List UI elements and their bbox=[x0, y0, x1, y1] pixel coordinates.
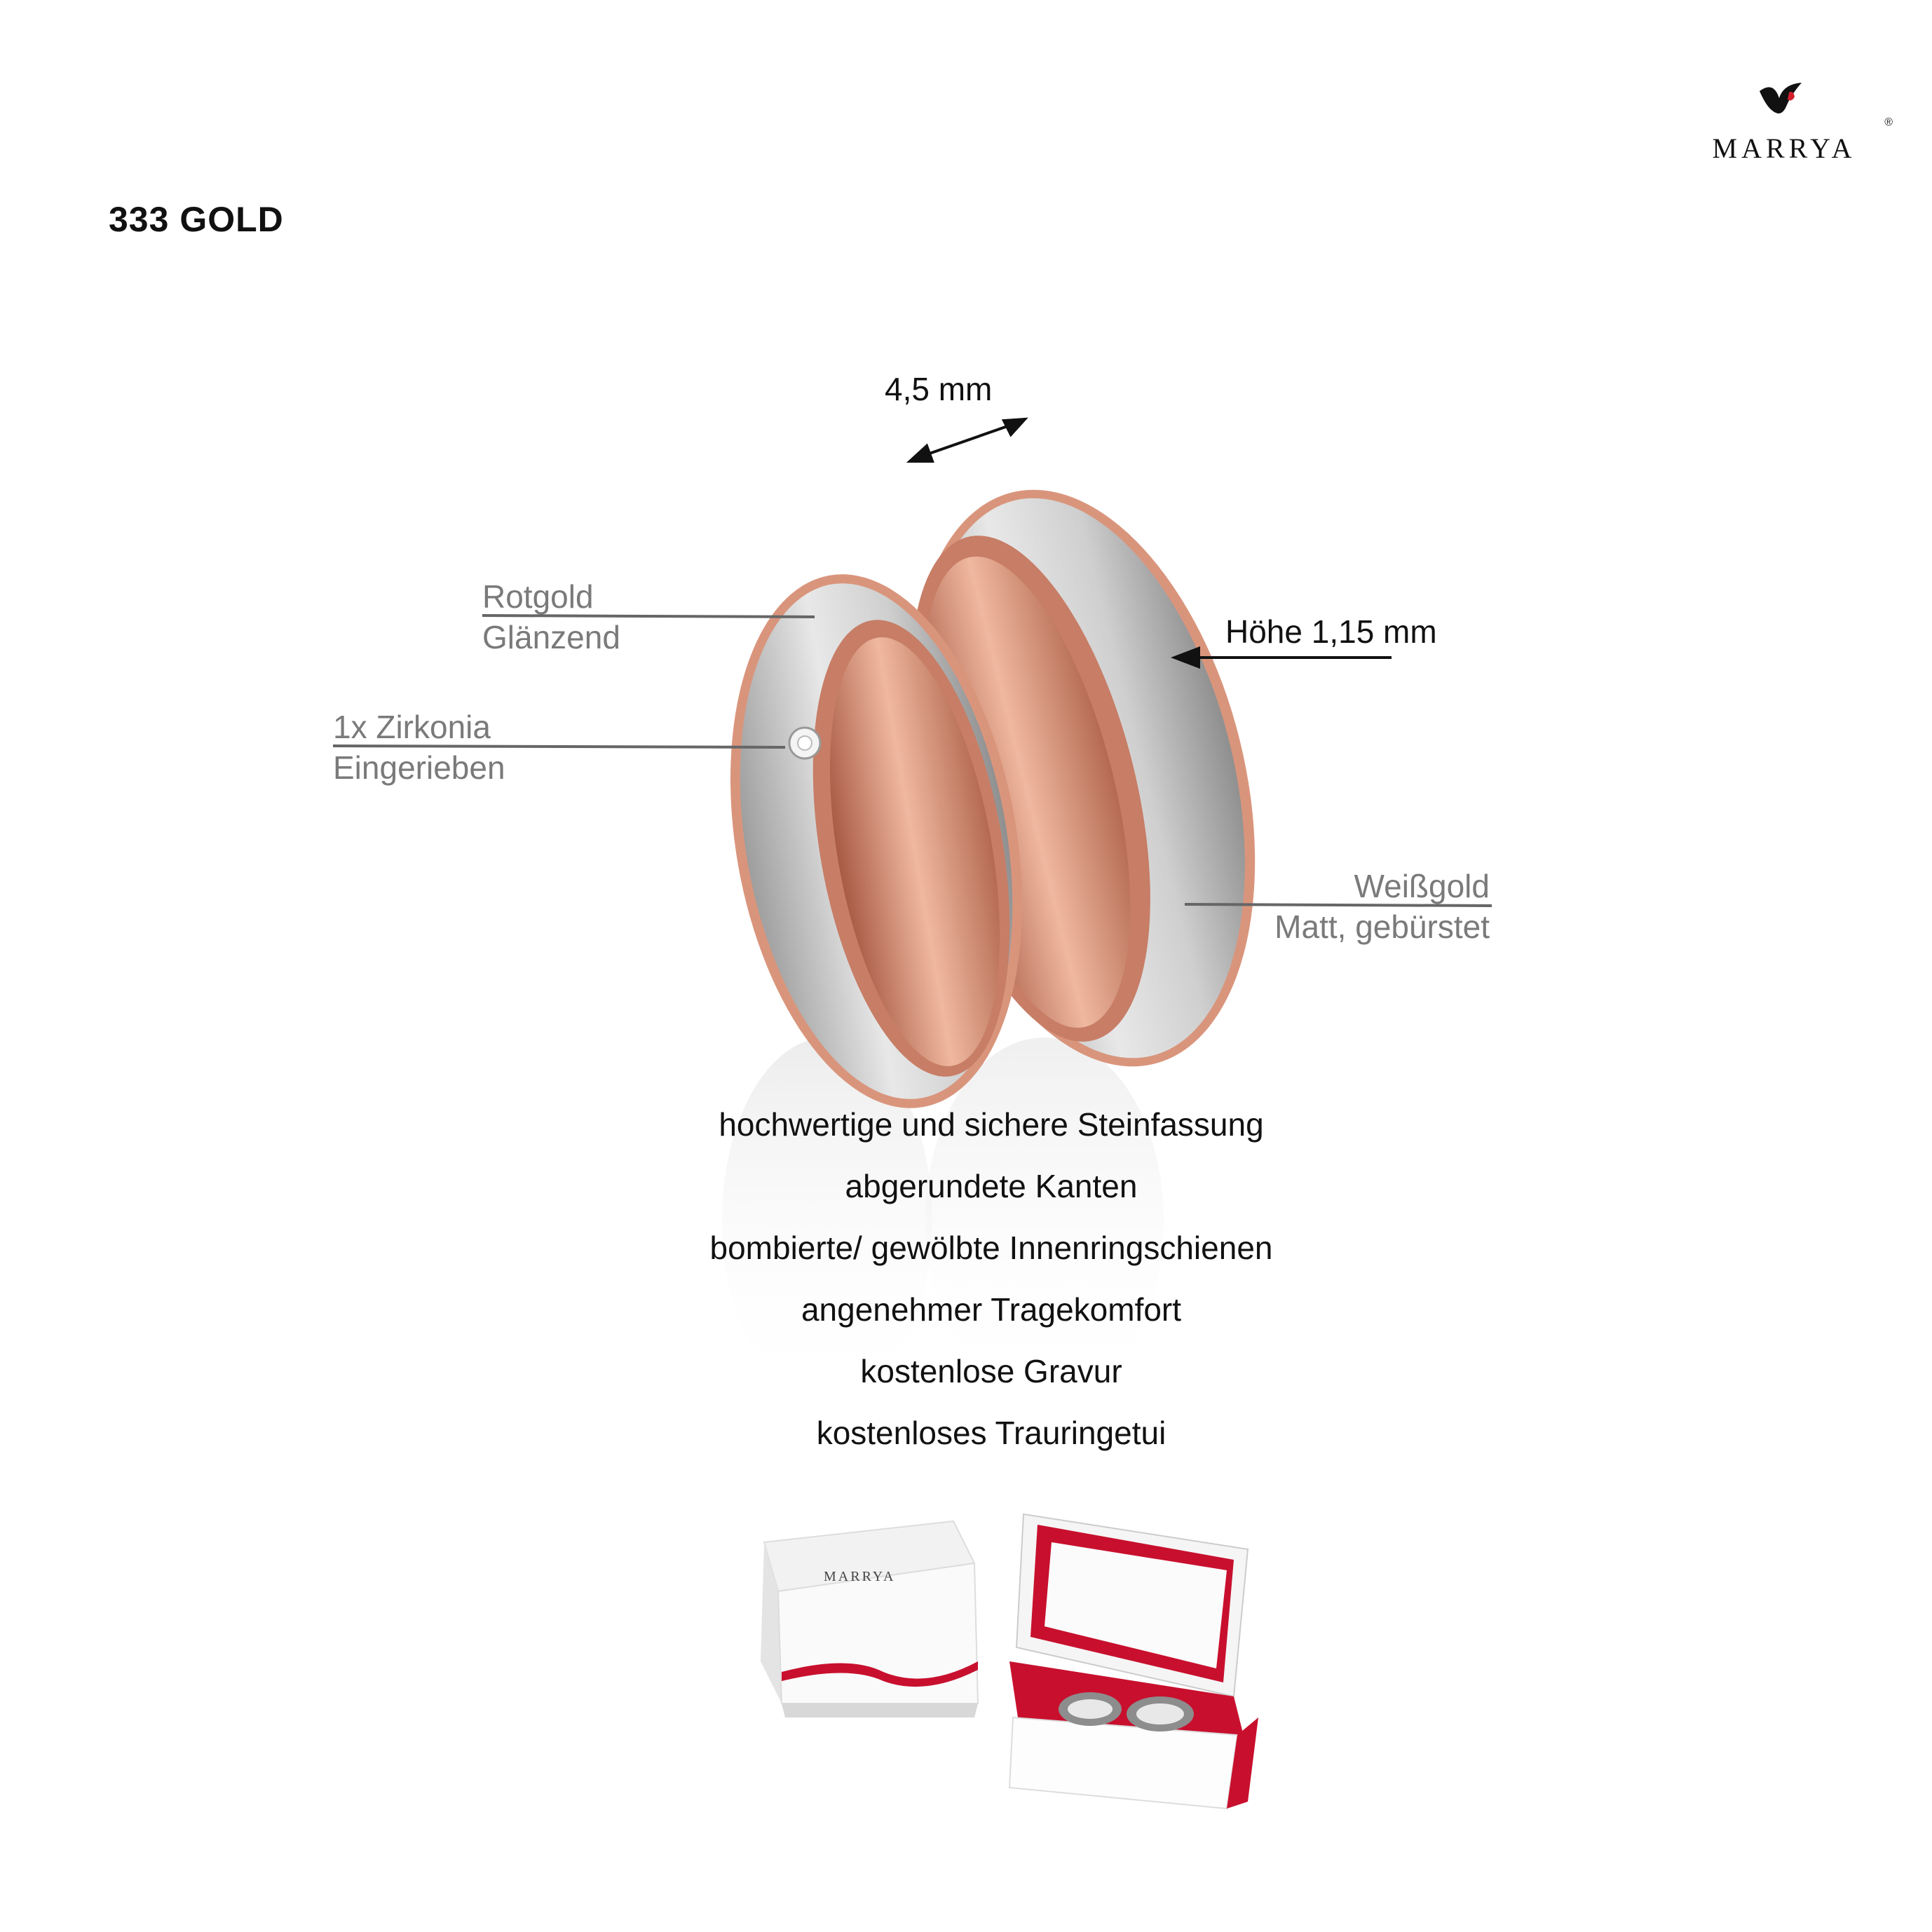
feature-item: hochwertige und sichere Steinfassung bbox=[719, 1106, 1264, 1143]
rotgold-finish: Glänzend bbox=[482, 619, 620, 655]
feature-item: angenehmer Tragekomfort bbox=[801, 1291, 1182, 1328]
width-label: 4,5 mm bbox=[885, 371, 993, 407]
weissgold-finish: Matt, gebürstet bbox=[1274, 909, 1490, 945]
ring-box-illustration bbox=[743, 1486, 1276, 1837]
height-label: Höhe 1,15 mm bbox=[1225, 613, 1437, 650]
feature-item: abgerundete Kanten bbox=[845, 1168, 1138, 1204]
zirkonia-label: 1x Zirkonia bbox=[333, 709, 491, 745]
feature-list bbox=[615, 1104, 1367, 1474]
feature-item: kostenlose Gravur bbox=[860, 1353, 1122, 1389]
width-arrow bbox=[910, 419, 1025, 461]
open-box bbox=[1009, 1514, 1258, 1809]
weissgold-label: Weißgold bbox=[1354, 868, 1490, 904]
brand-logo-text: MARRYA bbox=[1712, 132, 1856, 164]
rotgold-label: Rotgold bbox=[482, 578, 594, 615]
product-title: 333 GOLD bbox=[109, 200, 284, 239]
box-logo-text: MARRYA bbox=[824, 1569, 896, 1584]
feature-item: bombierte/ gewölbte Innenringschienen bbox=[709, 1230, 1273, 1266]
zirkonia-callout bbox=[333, 707, 505, 788]
feature-item: kostenloses Trauringetui bbox=[816, 1415, 1166, 1451]
rotgold-callout bbox=[482, 576, 620, 658]
closed-box bbox=[761, 1521, 978, 1717]
zirkonia-setting: Eingerieben bbox=[333, 749, 505, 786]
registered-mark: ® bbox=[1884, 116, 1893, 128]
weissgold-callout bbox=[1192, 866, 1490, 947]
